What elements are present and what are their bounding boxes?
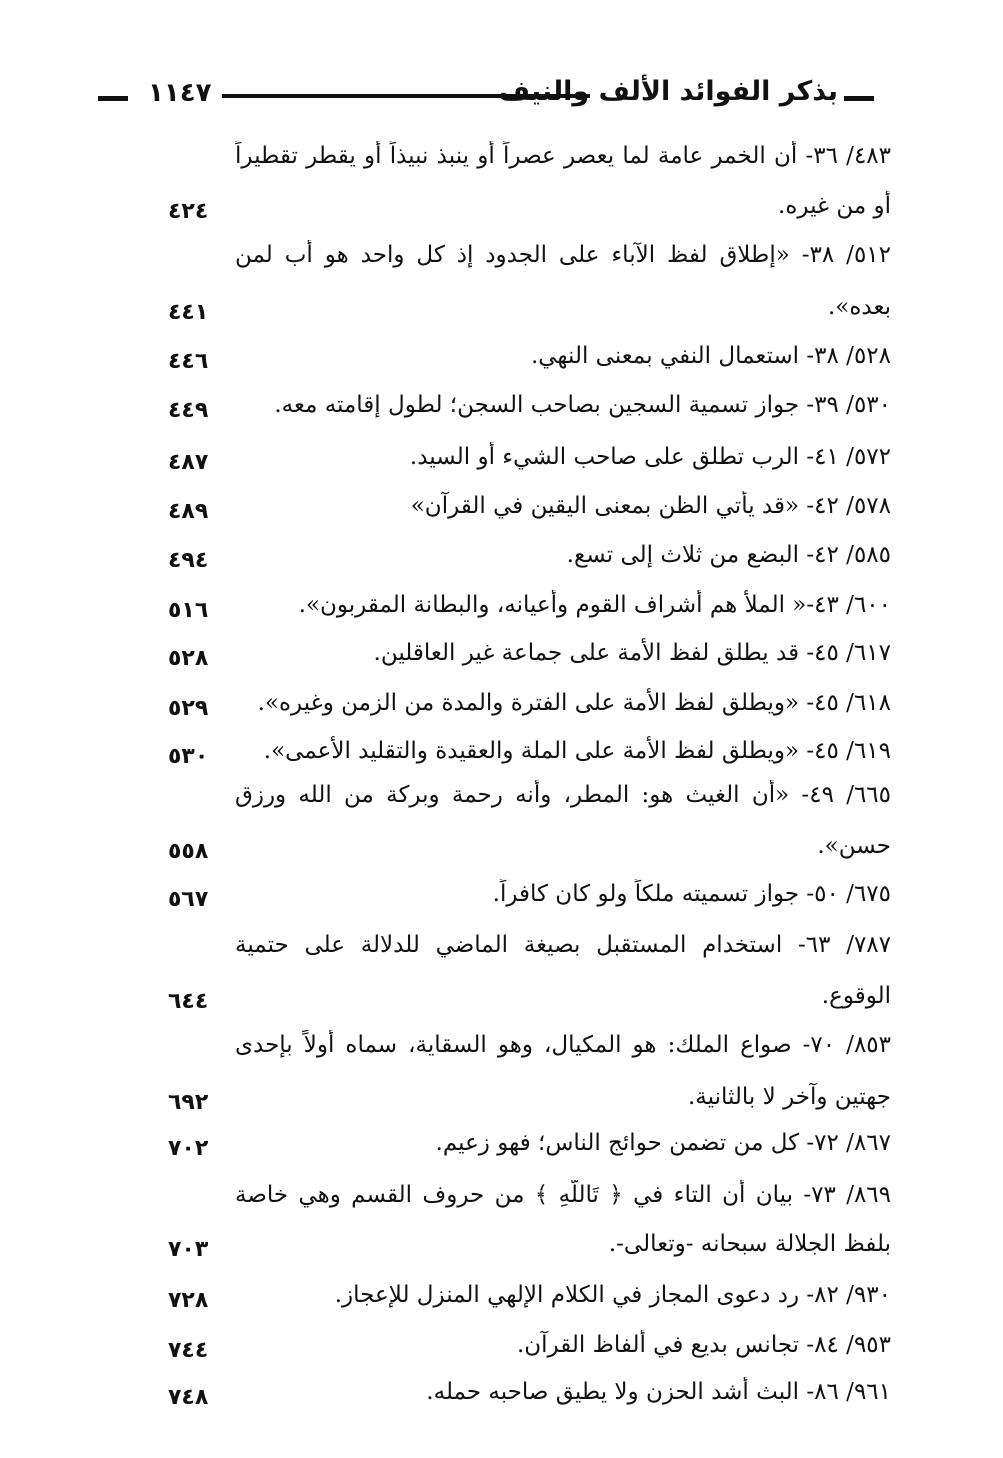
index-entry-line: ٨٦٧/ ٧٢- كل من تضمن حوائج الناس؛ فهو زعيم. <box>435 1130 891 1156</box>
index-entry-line: ٦٧٥/ ٥٠- جواز تسميته ملكاً ولو كان كافراً. <box>492 881 891 907</box>
index-entry-line: ٥٧٨/ ٤٢- «قد يأتي الظن بمعنى اليقين في القرآن» <box>410 493 891 519</box>
index-page-number: ٦٩٢ <box>168 1090 209 1115</box>
index-page-number: ٧٤٨ <box>168 1385 209 1410</box>
index-entry-line: ٥٣٠/ ٣٩- جواز تسمية السجين بصاحب السجن؛ لطول إقامته معه. <box>274 392 891 418</box>
index-entry-line: ٤٨٣/ ٣٦- أن الخمر عامة لما يعصر عصراً أو ينبذ نبيذاً أو يقطر تقطيراً <box>235 143 891 169</box>
index-entry-line: بعده». <box>827 294 891 320</box>
index-page-number: ٥٣٠ <box>168 744 209 769</box>
index-entry-line: ٩٦١/ ٨٦- البث أشد الحزن ولا يطيق صاحبه حمله. <box>426 1379 891 1405</box>
index-page-number: ٧٤٤ <box>168 1338 209 1363</box>
index-entry-line: الوقوع. <box>821 983 891 1009</box>
index-entry-line: ٥٧٢/ ٤١- الرب تطلق على صاحب الشيء أو السيد. <box>409 444 891 470</box>
index-page-number: ٥٢٩ <box>168 696 209 721</box>
index-entry-line: ٨٥٣/ ٧٠- صواع الملك: هو المكيال، وهو السقاية، سماه أولاً بإحدى <box>235 1032 891 1058</box>
index-page-number: ٥٥٨ <box>168 839 209 864</box>
index-entry-line: ٥٢٨/ ٣٨- استعمال النفي بمعنى النهي. <box>530 343 891 369</box>
index-entry-line: بلفظ الجلالة سبحانه -وتعالى-. <box>608 1231 891 1257</box>
index-entry-line: ٩٥٣/ ٨٤- تجانس بديع في ألفاظ القرآن. <box>516 1332 891 1358</box>
index-page-number: ٤٨٧ <box>168 450 209 475</box>
index-entry-line: ٦٦٥/ ٤٩- «أن الغيث هو: المطر، وأنه رحمة وبركة من الله ورزق <box>235 782 891 808</box>
header-left-dash <box>98 96 128 101</box>
index-page-number: ٧٠٢ <box>168 1136 209 1161</box>
index-page-number: ٤٢٤ <box>168 199 209 224</box>
index-page-number: ٧٢٨ <box>168 1288 209 1313</box>
index-page-number: ٤٤١ <box>168 300 209 325</box>
running-header <box>98 70 876 126</box>
index-page-number: ٥٦٧ <box>168 887 209 912</box>
index-page-number: ٥٢٨ <box>168 646 209 671</box>
index-entry-line: ٦٠٠/ ٤٣-« الملأ هم أشراف القوم وأعيانه، والبطانة المقربون». <box>298 592 891 618</box>
index-entry-line: ٨٦٩/ ٧٣- بيان أن التاء في ﴿ تَاللَّهِ ﴾ من حروف القسم وهي خاصة <box>235 1182 891 1208</box>
index-page-number: ٤٤٦ <box>168 349 209 374</box>
index-page-number: ٧٠٣ <box>168 1237 209 1262</box>
index-entry-line: ٧٨٧/ ٦٣- استخدام المستقبل بصيغة الماضي للدلالة على حتمية <box>235 932 891 958</box>
index-page-number: ٥١٦ <box>168 598 209 623</box>
running-title: بذكر الفوائد الألف والنيف <box>498 76 838 107</box>
page-number: ١١٤٧ <box>148 78 212 108</box>
header-right-dash <box>844 96 874 101</box>
index-page-number: ٤٩٤ <box>168 548 209 573</box>
index-entry-line: ٥١٢/ ٣٨- «إطلاق لفظ الآباء على الجدود إذ كل واحد هو أب لمن <box>235 242 891 268</box>
index-entry-line: حسن». <box>817 833 891 859</box>
index-entry-line: أو من غيره. <box>778 193 891 219</box>
index-entry-line: ٦١٨/ ٤٥- «ويطلق لفظ الأمة على الفترة والمدة من الزمن وغيره». <box>257 690 891 716</box>
index-page-number: ٤٤٩ <box>168 398 209 423</box>
index-entry-line: ٥٨٥/ ٤٢- البضع من ثلاث إلى تسع. <box>566 542 891 568</box>
index-entry-line: ٩٣٠/ ٨٢- رد دعوى المجاز في الكلام الإلهي المنزل للإعجاز. <box>334 1282 891 1308</box>
index-entry-line: ٦١٧/ ٤٥- قد يطلق لفظ الأمة على جماعة غير العاقلين. <box>373 640 891 666</box>
index-page-number: ٦٤٤ <box>168 989 209 1014</box>
index-page-number: ٤٨٩ <box>168 499 209 524</box>
index-entry-line: ٦١٩/ ٤٥- «ويطلق لفظ الأمة على الملة والعقيدة والتقليد الأعمى». <box>263 738 891 764</box>
index-entry-line: جهتين وآخر لا بالثانية. <box>687 1084 891 1110</box>
